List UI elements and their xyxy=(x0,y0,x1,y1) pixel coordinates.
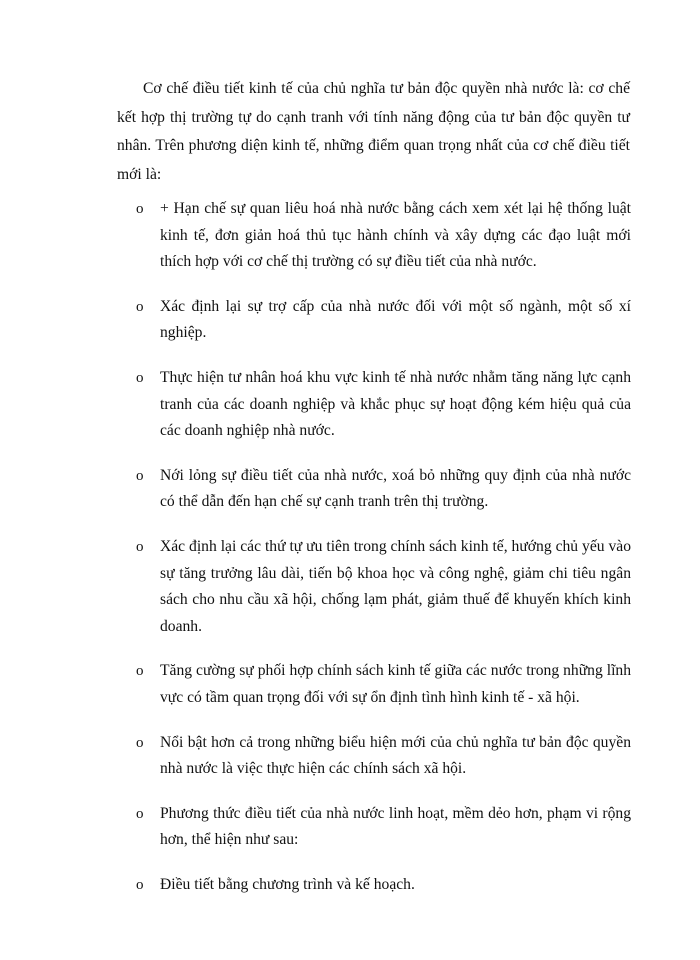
list-item-text: Thực hiện tư nhân hoá khu vực kinh tế nhà nước nhằm tăng năng lực cạnh tranh của các doanh nghiệp và khắc phục sự hoạt động kém hiệu quả của các doanh nghiệp nhà nước. xyxy=(160,368,631,440)
list-item-text: Nới lỏng sự điều tiết của nhà nước, xoá bỏ những quy định của nhà nước có thể dẫn đến hạn chế sự cạnh tranh trên thị trường. xyxy=(160,466,631,511)
bullet-circle-icon: o xyxy=(136,663,144,680)
list-item xyxy=(0,294,700,347)
list-item-text: Xác định lại sự trợ cấp của nhà nước đối với một số ngành, một số xí nghiệp. xyxy=(160,297,631,342)
list-item xyxy=(0,534,700,640)
list-item xyxy=(0,801,700,854)
bullet-circle-icon: o xyxy=(136,805,144,822)
list-item-text: Tăng cường sự phối hợp chính sách kinh tế giữa các nước trong những lĩnh vực có tầm quan trọng đối với sự ổn định tình hình kinh tế - xã hội. xyxy=(160,662,631,706)
list-item xyxy=(0,365,700,445)
list-item xyxy=(0,872,700,899)
list-item-text: Nổi bật hơn cả trong những biểu hiện mới của chủ nghĩa tư bản độc quyền nhà nước là việc thực hiện các chính sách xã hội. xyxy=(160,733,631,778)
intro-paragraph: Cơ chế điều tiết kinh tế của chủ nghĩa tư bản độc quyền nhà nước là: cơ chế kết hợp thị trường tự do cạnh tranh với tính năng động của tư bản độc quyền tư nhân. Trên phương diện kinh tế, những điểm quan trọng nhất của cơ chế điều tiết mới là: xyxy=(117,80,630,183)
bullet-circle-icon: o xyxy=(136,538,144,555)
list-item-text: Xác định lại các thứ tự ưu tiên trong chính sách kinh tế, hướng chủ yếu vào sự tăng trưởng lâu dài, tiến bộ khoa học và công nghệ, giảm chi tiêu ngân sách cho nhu cầu xã hội, chống lạm phát, giảm thuế để khuyến khích kinh doanh. xyxy=(160,537,631,635)
bullet-circle-icon: o xyxy=(136,876,144,893)
bullet-circle-icon: o xyxy=(136,369,144,386)
bullet-circle-icon: o xyxy=(136,467,144,484)
list-item xyxy=(0,463,700,516)
bullet-circle-icon: o xyxy=(136,201,144,217)
list-item-text: Điều tiết bằng chương trình và kế hoạch. xyxy=(160,875,415,893)
bullet-circle-icon: o xyxy=(136,734,144,751)
list-item xyxy=(0,196,700,276)
bullet-list xyxy=(0,196,700,916)
list-item xyxy=(0,730,700,783)
bullet-circle-icon: o xyxy=(136,298,144,315)
list-item-text: + Hạn chế sự quan liêu hoá nhà nước bằng cách xem xét lại hệ thống luật kinh tế, đơn giản hoá thủ tục hành chính và xây dựng các đạo luật mới thích hợp với cơ chế thị trường có sự điều tiết của nhà nước. xyxy=(160,200,631,271)
list-item-text: Phương thức điều tiết của nhà nước linh hoạt, mềm dẻo hơn, phạm vi rộng hơn, thể hiện như sau: xyxy=(160,804,631,849)
list-item xyxy=(0,658,700,711)
